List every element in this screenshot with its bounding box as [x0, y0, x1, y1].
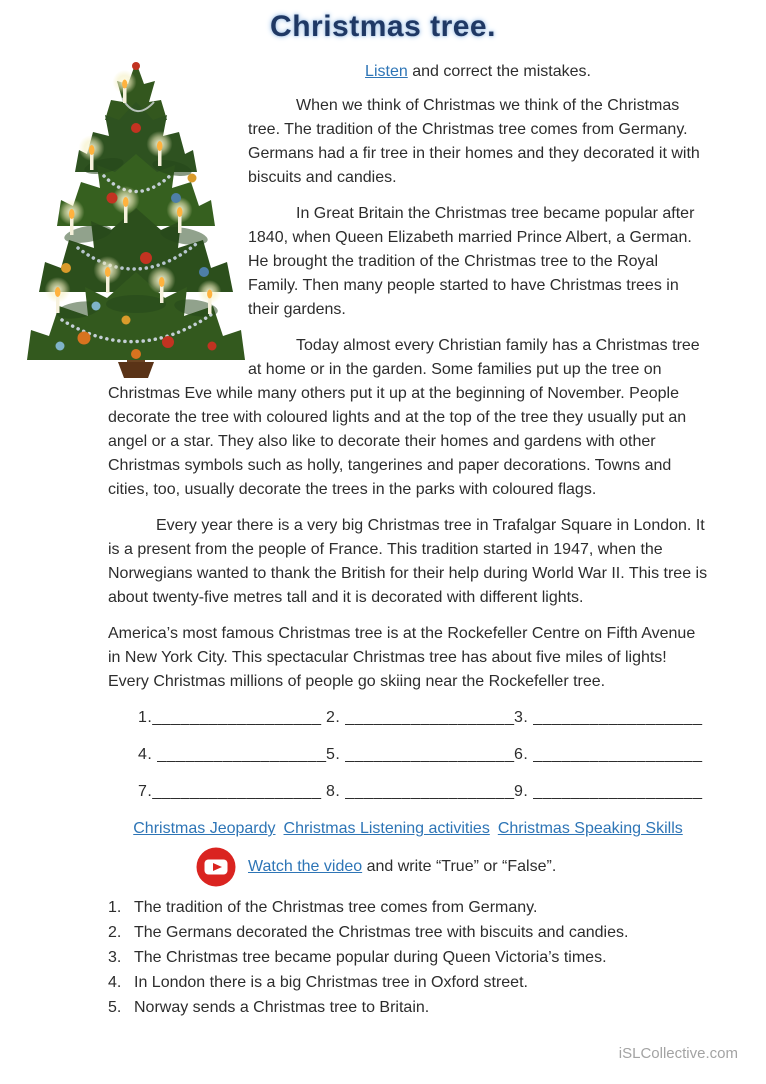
paragraph-great-britain: In Great Britain the Christmas tree became popular after 1840, when Queen Elizabeth married Prince Albert, a German. He brought the tradition of the Christmas tree to the Royal Family. Then many people started to have Christmas trees in their gardens.: [248, 205, 695, 318]
video-instruction: [248, 855, 556, 879]
paragraph-trafalgar: Every year there is a very big Christmas tree in Trafalgar Square in London. It is a present from the people of France. This tradition started in 1947, when the Norwegians wanted to thank the British for their help during World War II. This tree is about twenty-five metres tall and it is decorated with different lights.: [108, 517, 708, 606]
statement-5: [108, 995, 708, 1020]
statement-3-number: 3.: [108, 949, 122, 966]
blank-1: 1.__________________: [138, 709, 322, 726]
listen-link[interactable]: Listen: [365, 63, 408, 80]
statement-4: [108, 970, 708, 995]
blank-9: 9. __________________: [514, 783, 703, 800]
activity-links: [108, 817, 708, 841]
page-title: Christmas tree.: [270, 10, 496, 43]
paragraph-rockefeller: America’s most famous Christmas tree is at the Rockefeller Centre on Fifth Avenue in New York City. This spectacular Christmas tree has about five miles of lights! Every Christmas millions of people go skiing near the Rockefeller tree.: [108, 625, 696, 690]
christmas-jeopardy-link[interactable]: Christmas Jeopardy: [133, 820, 276, 837]
statement-4-number: 4.: [108, 974, 122, 991]
statement-2-number: 2.: [108, 924, 122, 941]
statement-2-text: The Germans decorated the Christmas tree with biscuits and candies.: [134, 924, 629, 941]
statement-1-number: 1.: [108, 899, 122, 916]
youtube-icon[interactable]: [196, 847, 236, 887]
blank-7: 7.__________________: [138, 783, 322, 800]
true-false-statements: [108, 895, 708, 1020]
statement-3: [108, 945, 708, 970]
christmas-listening-link[interactable]: Christmas Listening activities: [283, 820, 490, 837]
blank-row-3: [138, 780, 708, 804]
watch-video-link[interactable]: Watch the video: [248, 858, 363, 875]
video-instruction-text: and write “True” or “False”.: [362, 858, 557, 875]
islcollective-watermark: iSLCollective.com: [618, 1045, 738, 1062]
blank-row-2: [138, 743, 708, 767]
christmas-tree-image: [26, 58, 246, 378]
statement-5-text: Norway sends a Christmas tree to Britain.: [134, 999, 430, 1016]
blank-8: 8. __________________: [326, 783, 515, 800]
statement-4-text: In London there is a big Christmas tree in Oxford street.: [134, 974, 528, 991]
video-instruction-row: [196, 847, 708, 887]
paragraph-today: Today almost every Christian family has a Christmas tree at home or in the garden. Some families put up the tree on Christmas Eve while many others put it up at the beginning of November. People decorate the tree with coloured lights and at the top of the tree they usually put an angel or a star. They also like to decorate their homes and gardens with other Christmas symbols such as holly, tangerines and paper decorations. Towns and cities, too, usually decorate the trees in the parks with coloured flags.: [108, 337, 700, 498]
answer-blanks: [108, 706, 708, 804]
blank-5: 5. __________________: [326, 746, 515, 763]
blank-2: 2. __________________: [326, 709, 515, 726]
statement-1: [108, 895, 708, 920]
blank-6: 6. __________________: [514, 746, 703, 763]
statement-1-text: The tradition of the Christmas tree comes from Germany.: [134, 899, 538, 916]
statement-5-number: 5.: [108, 999, 122, 1016]
statement-3-text: The Christmas tree became popular during Queen Victoria’s times.: [134, 949, 607, 966]
blank-4: 4. __________________: [138, 746, 327, 763]
blank-3: 3. __________________: [514, 709, 703, 726]
listen-instruction-text: and correct the mistakes.: [407, 63, 591, 80]
statement-2: [108, 920, 708, 945]
paragraph-germany: When we think of Christmas we think of the Christmas tree. The tradition of the Christmas tree comes from Germany. Germans had a fir tree in their homes and they decorated it with biscuits and candies.: [248, 97, 700, 186]
christmas-speaking-link[interactable]: Christmas Speaking Skills: [497, 820, 683, 837]
blank-row-1: [138, 706, 708, 730]
